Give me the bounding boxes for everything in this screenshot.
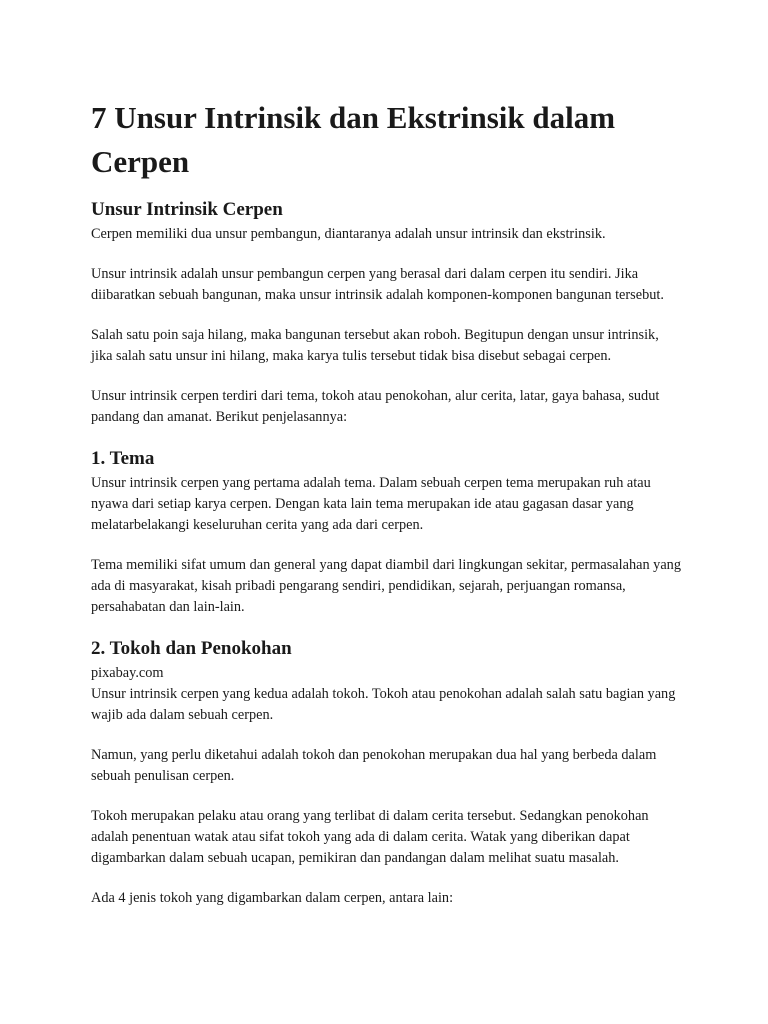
section-unsur-intrinsik xyxy=(91,198,681,428)
paragraph: Namun, yang perlu diketahui adalah tokoh dan penokohan merupakan dua hal yang berbeda dalam sebuah penulisan cerpen. xyxy=(91,747,657,784)
paragraph: Cerpen memiliki dua unsur pembangun, diantaranya adalah unsur intrinsik dan ekstrinsik. xyxy=(91,226,606,242)
section-heading-tokoh-penokohan: 2. Tokoh dan Penokohan xyxy=(91,638,292,659)
paragraph: Tema memiliki sifat umum dan general yang dapat diambil dari lingkungan sekitar, permasalahan yang ada di masyarakat, kisah pribadi pengarang sendiri, pendidikan, sejarah, perjuangan romansa, persahabatan dan lain-lain. xyxy=(91,557,681,615)
paragraph: Unsur intrinsik adalah unsur pembangun cerpen yang berasal dari dalam cerpen itu sendiri. Jika diibaratkan sebuah bangunan, maka unsur intrinsik adalah komponen-komponen bangunan tersebut. xyxy=(91,266,664,303)
paragraph: Unsur intrinsik cerpen terdiri dari tema, tokoh atau penokohan, alur cerita, latar, gaya bahasa, sudut pandang dan amanat. Berikut penjelasannya: xyxy=(91,388,660,425)
paragraph: Tokoh merupakan pelaku atau orang yang terlibat di dalam cerita tersebut. Sedangkan penokohan adalah penentuan watak atau sifat tokoh yang ada di dalam cerita. Watak yang diberikan dapat digambarkan dalam sebuah ucapan, pemikiran dan pandangan dalam melihat suatu masalah. xyxy=(91,808,649,866)
section-tema xyxy=(91,447,681,618)
document-title: 7 Unsur Intrinsik dan Ekstrinsik dalam Cerpen xyxy=(91,100,616,179)
section-heading-unsur-intrinsik: Unsur Intrinsik Cerpen xyxy=(91,199,283,220)
paragraph: Salah satu poin saja hilang, maka bangunan tersebut akan roboh. Begitupun dengan unsur intrinsik, jika salah satu unsur ini hilang, maka karya tulis tersebut tidak bisa disebut sebagai cerpen. xyxy=(91,327,659,364)
image-source-caption: pixabay.com xyxy=(91,665,164,681)
document-page xyxy=(91,96,681,909)
section-tokoh-penokohan xyxy=(91,637,681,909)
paragraph: Ada 4 jenis tokoh yang digambarkan dalam cerpen, antara lain: xyxy=(91,890,454,906)
paragraph: Unsur intrinsik cerpen yang kedua adalah tokoh. Tokoh atau penokohan adalah salah satu bagian yang wajib ada dalam sebuah cerpen. xyxy=(91,686,676,723)
paragraph: Unsur intrinsik cerpen yang pertama adalah tema. Dalam sebuah cerpen tema merupakan ruh atau nyawa dari setiap karya cerpen. Dengan kata lain tema merupakan ide atau gagasan dasar yang melatarbelakangi keseluruhan cerita yang ada dari cerpen. xyxy=(91,475,651,533)
section-heading-tema: 1. Tema xyxy=(91,448,155,469)
